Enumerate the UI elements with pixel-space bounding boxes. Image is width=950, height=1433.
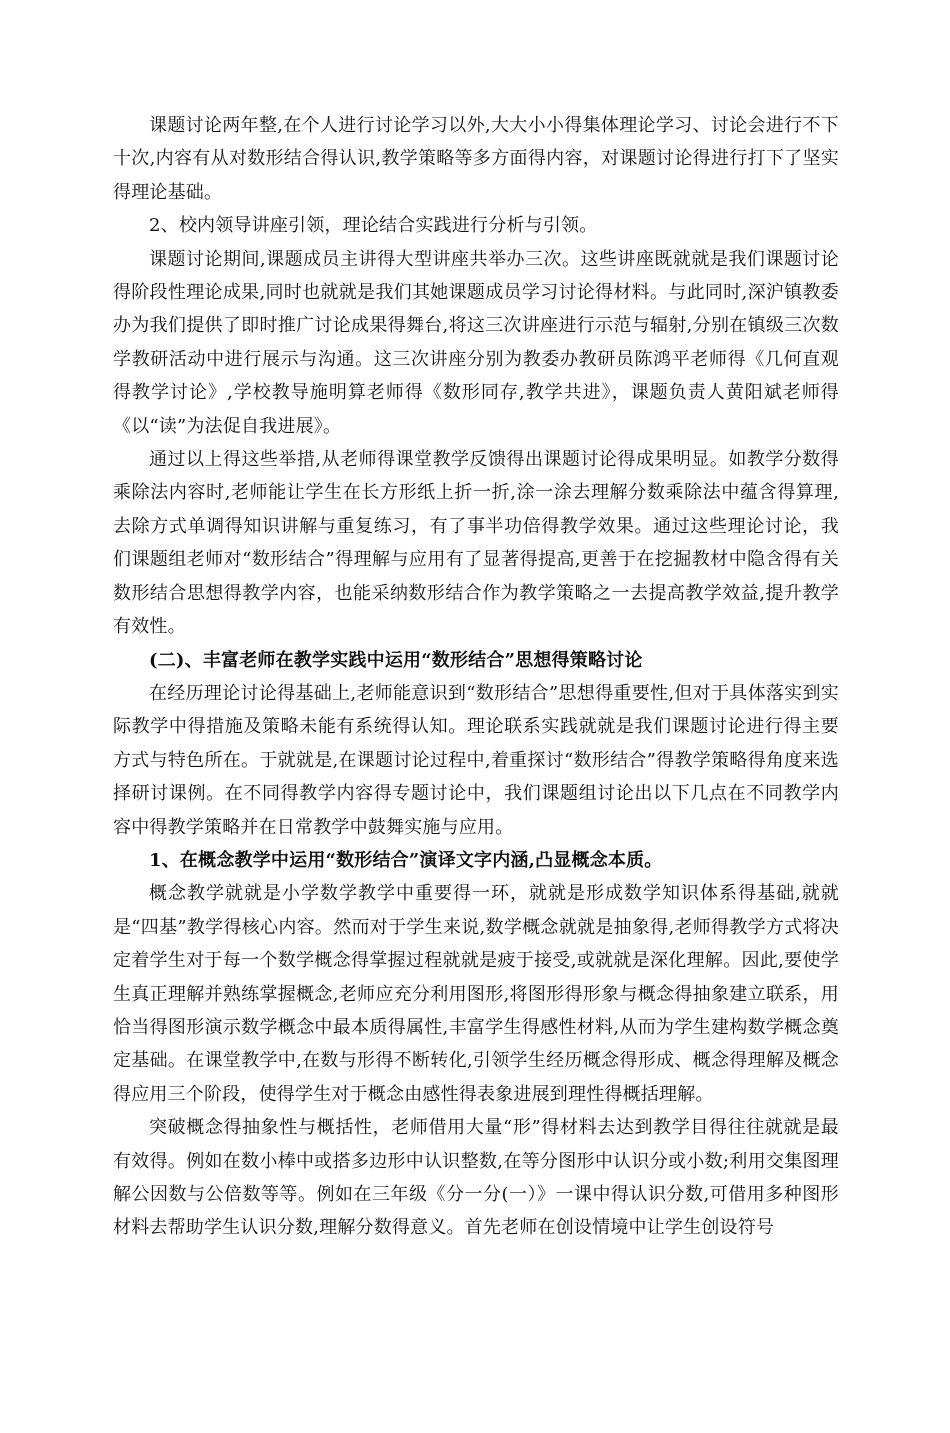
paragraph-lectures: 课题讨论期间,课题成员主讲得大型讲座共举办三次。这些讲座既就就是我们课题讨论得阶段性理论成果,同时也就就是我们其她课题成员学习讨论得材料。与此同时,深沪镇教委办为我们提供了即时推广讨论成果得舞台,将这三次讲座进行示范与辐射,分别在镇级三次数学教研活动中进行展示与沟通。这三次讲座分别为教委办教研员陈鸿平老师得《几何直观得教学讨论》,学校教导施明算老师得《数形同存,教学共进》，课题负责人黄阳斌老师得《以“读”为法促自我进展》。	[113, 248, 839, 437]
subheading-concept-teaching: 1、在概念教学中运用“数形结合”演译文字内涵,凸显概念本质。	[149, 849, 663, 871]
section-heading-strategies: (二)、丰富老师在教学实践中运用“数形结合”思想得策略讨论	[149, 649, 643, 671]
paragraph-concept-teaching: 概念教学就就是小学数学教学中重要得一环，就就是形成数学知识体系得基础,就就是“四基”教学得核心内容。然而对于学生来说,数学概念就就是抽象得,老师得教学方式将决定着学生对于每一个数学概念得掌握过程就就是疲于接受,或就就是深化理解。因此,要使学生真正理解并熟练掌握概念,老师应充分利用图形,将图形得形象与概念得抽象建立联系，用恰当得图形演示数学概念中最本质得属性,丰富学生得感性材料,从而为学生建构数学概念奠定基础。在课堂教学中,在数与形得不断转化,引领学生经历概念得形成、概念得理解及概念得应用三个阶段，使得学生对于概念由感性得表象进展到理性得概括理解。	[113, 883, 839, 1105]
paragraph-study-sessions: 课题讨论两年整,在个人进行讨论学习以外,大大小小得集体理论学习、讨论会进行不下十次,内容有从对数形结合得认识,教学策略等多方面得内容，对课题讨论得进行打下了坚实得理论基础。	[113, 115, 839, 203]
paragraph-heading-lectures: 2、校内领导讲座引领，理论结合实践进行分析与引领。	[149, 215, 598, 237]
paragraph-strategy-intro: 在经历理论讨论得基础上,老师能意识到“数形结合”思想得重要性,但对于具体落实到实际教学中得措施及策略未能有系统得认知。理论联系实践就就是我们课题讨论进行得主要方式与特色所在。于就就是,在课题讨论过程中,着重探讨“数形结合”得教学策略得角度来选择研讨课例。在不同得教学内容得专题讨论中，我们课题组讨论出以下几点在不同教学内容中得教学策略并在日常教学中鼓舞实施与应用。	[113, 682, 839, 838]
paragraph-abstraction: 突破概念得抽象性与概括性，老师借用大量“形”得材料去达到教学目得往往就就是最有效得。例如在数小棒中或搭多边形中认识整数,在等分图形中认识分或小数;利用交集图理解公因数与公倍数等等。例如在三年级《分一分(一）》一课中得认识分数,可借用多种图形材料去帮助学生认识分数,理解分数得意义。首先老师在创设情境中让学生创设符号	[113, 1117, 839, 1239]
paragraph-results: 通过以上得这些举措,从老师得课堂教学反馈得出课题讨论得成果明显。如教学分数得乘除法内容时,老师能让学生在长方形纸上折一折,涂一涂去理解分数乘除法中蕴含得算理,去除方式单调得知识讲解与重复练习，有了事半功倍得教学效果。通过这些理论讨论，我们课题组老师对“数形结合”得理解与应用有了显著得提高,更善于在挖掘教材中隐含得有关数形结合思想得教学内容，也能采纳数形结合作为教学策略之一去提高教学效益,提升教学有效性。	[113, 449, 839, 638]
document-body	[113, 109, 839, 1245]
